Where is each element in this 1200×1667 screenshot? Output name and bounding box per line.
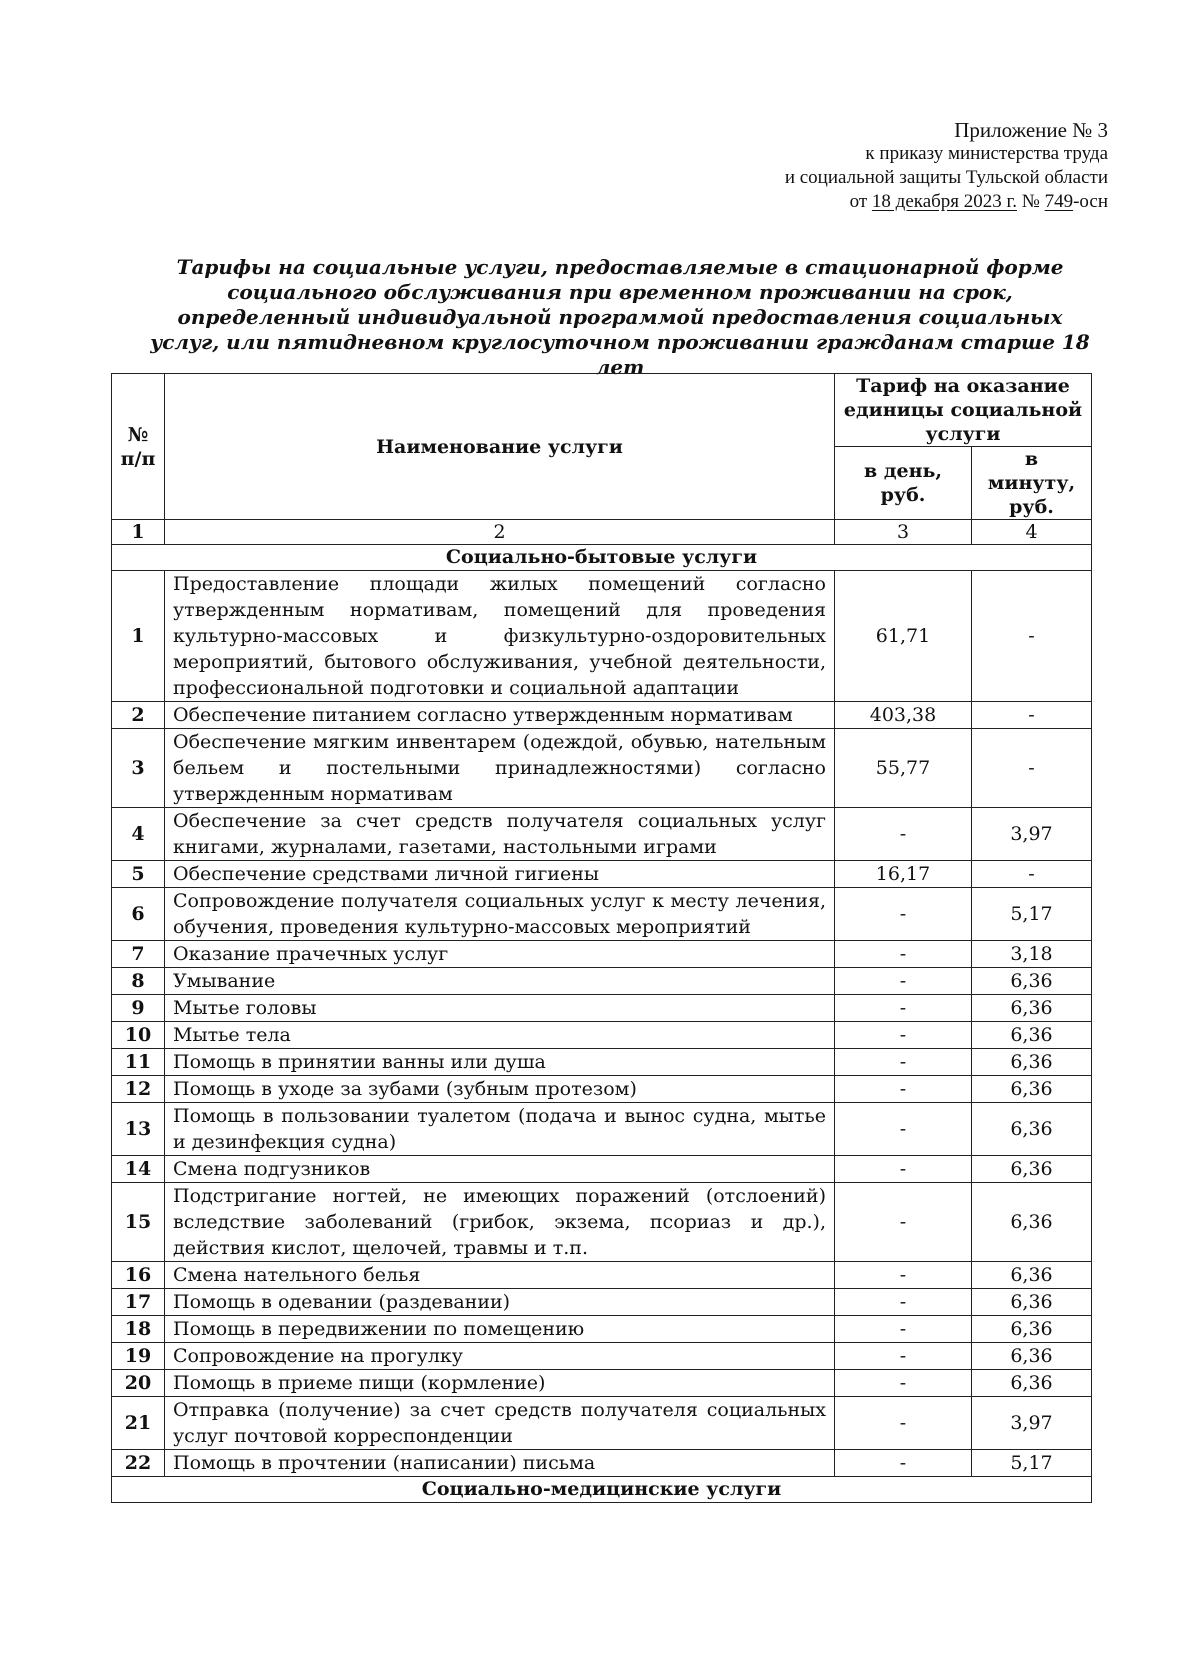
tariff-per-minute: 6,36 [972,1183,1092,1262]
tariff-per-minute: 6,36 [972,1049,1092,1076]
header-per-day: в день, руб. [835,447,972,520]
service-name: Предоставление площади жилых помещений согласно утвержденным нормативам, помещений для проведения культурно-массовых и физкультурно-оздоровительных мероприятий, бытового обслуживания, учебной деятельности, профессиональной подготовки и социальной адаптации [165,571,835,702]
tariff-per-day: - [835,1022,972,1049]
annex-number-prefix: № [1016,191,1045,212]
tariff-per-minute: 6,36 [972,1343,1092,1370]
service-name: Помощь в принятии ванны или душа [165,1049,835,1076]
row-number: 6 [112,888,165,941]
tariff-per-minute: - [972,702,1092,729]
tariff-per-minute: 3,97 [972,808,1092,861]
row-number: 13 [112,1103,165,1156]
service-name: Подстригание ногтей, не имеющих поражений (отслоений) вследствие заболеваний (грибок, экзема, псориаз и др.), действия кислот, щелочей, травмы и т.п. [165,1183,835,1262]
service-name: Сопровождение на прогулку [165,1343,835,1370]
annex-title: Приложение № 3 [954,118,1108,142]
service-name: Обеспечение за счет средств получателя социальных услуг книгами, журналами, газетами, настольными играми [165,808,835,861]
section-row [112,545,1092,571]
service-name: Помощь в приеме пищи (кормление) [165,1370,835,1397]
tariff-per-minute: 6,36 [972,968,1092,995]
tariff-per-minute: 6,36 [972,995,1092,1022]
table-row [112,571,1092,702]
table-row [112,941,1092,968]
row-number: 21 [112,1397,165,1450]
row-number: 3 [112,729,165,808]
table-row [112,1076,1092,1103]
section-title-social-medical: Социально-медицинские услуги [112,1477,1092,1503]
tariff-per-day: - [835,888,972,941]
table-row [112,1183,1092,1262]
tariff-per-minute: 3,18 [972,941,1092,968]
service-name: Мытье головы [165,995,835,1022]
row-number: 1 [112,571,165,702]
column-number: 3 [835,520,972,545]
row-number: 9 [112,995,165,1022]
annex-number-suffix: -осн [1073,191,1108,212]
service-name: Сопровождение получателя социальных услуг к месту лечения, обучения, проведения культурно-массовых мероприятий [165,888,835,941]
table-row [112,1049,1092,1076]
service-name: Отправка (получение) за счет средств получателя социальных услуг почтовой корреспонденции [165,1397,835,1450]
tariff-per-day: - [835,1397,972,1450]
service-name: Помощь в одевании (раздевании) [165,1289,835,1316]
row-number: 22 [112,1450,165,1477]
table-row [112,1370,1092,1397]
column-number: 4 [972,520,1092,545]
header-tariff: Тариф на оказание единицы социальной услуги [835,374,1092,447]
table-row [112,995,1092,1022]
service-name: Помощь в уходе за зубами (зубным протезом) [165,1076,835,1103]
tariff-per-minute: 6,36 [972,1103,1092,1156]
row-number: 10 [112,1022,165,1049]
tariff-per-day: 16,17 [835,861,972,888]
row-number: 12 [112,1076,165,1103]
row-number: 7 [112,941,165,968]
tariff-per-minute: 6,36 [972,1156,1092,1183]
document-title: Тарифы на социальные услуги, предоставляемые в стационарной форме социального обслуживания при временном проживании на срок, определенный индивидуальной программой предоставления социальных услуг, или пятидневном круглосуточном проживании гражданам старше 18 лет [150,255,1090,379]
row-number: 8 [112,968,165,995]
table-row [112,888,1092,941]
column-numbers-row [112,520,1092,545]
tariff-per-minute: 6,36 [972,1022,1092,1049]
table-row [112,968,1092,995]
row-number: 4 [112,808,165,861]
table-row [112,861,1092,888]
tariff-per-day: 61,71 [835,571,972,702]
tariff-per-minute: 6,36 [972,1289,1092,1316]
tariff-per-day: - [835,1289,972,1316]
service-name: Оказание прачечных услуг [165,941,835,968]
table-row [112,1289,1092,1316]
table-row [112,1103,1092,1156]
row-number: 16 [112,1262,165,1289]
annex-order-line: к приказу министерства труда [865,143,1108,164]
column-number: 1 [112,520,165,545]
table-row [112,729,1092,808]
section-title-social-domestic: Социально-бытовые услуги [112,545,1092,571]
annex-number: 749 [1044,191,1074,212]
tariff-per-minute: - [972,729,1092,808]
table-row [112,1450,1092,1477]
tariff-per-minute: 6,36 [972,1370,1092,1397]
service-name: Умывание [165,968,835,995]
tariff-per-day: - [835,1343,972,1370]
tariff-per-day: 55,77 [835,729,972,808]
annex-date: 18 декабря 2023 г. [871,191,1017,212]
tariff-per-day: - [835,1316,972,1343]
tariff-per-minute: 5,17 [972,1450,1092,1477]
row-number: 15 [112,1183,165,1262]
tariff-per-minute: 6,36 [972,1076,1092,1103]
table-row [112,1022,1092,1049]
row-number: 11 [112,1049,165,1076]
table-row [112,1343,1092,1370]
header-name: Наименование услуги [165,374,835,520]
section-row [112,1477,1092,1503]
tariff-per-day: - [835,1370,972,1397]
row-number: 20 [112,1370,165,1397]
service-name: Обеспечение средствами личной гигиены [165,861,835,888]
annex-date-line [785,190,1108,214]
table-row [112,1397,1092,1450]
table-row [112,808,1092,861]
service-name: Смена нательного белья [165,1262,835,1289]
tariff-per-minute: - [972,861,1092,888]
row-number: 17 [112,1289,165,1316]
header-per-minute: в минуту, руб. [972,447,1092,520]
tariff-per-day: - [835,1076,972,1103]
annex-date-prefix: от [849,191,872,212]
tariffs-table [111,373,1092,1503]
table-row [112,702,1092,729]
annex-ministry-line: и социальной защиты Тульской области [784,167,1108,188]
tariff-per-minute: 6,36 [972,1316,1092,1343]
tariff-per-day: - [835,1049,972,1076]
service-name: Помощь в пользовании туалетом (подача и вынос судна, мытье и дезинфекция судна) [165,1103,835,1156]
column-number: 2 [165,520,835,545]
table-row [112,1316,1092,1343]
tariff-per-day: - [835,1183,972,1262]
header-row [112,374,1092,447]
row-number: 18 [112,1316,165,1343]
tariff-per-day: - [835,941,972,968]
tariff-per-day: - [835,1156,972,1183]
annex-header [785,118,1108,214]
tariff-per-day: - [835,808,972,861]
row-number: 19 [112,1343,165,1370]
tariff-per-day: 403,38 [835,702,972,729]
service-name: Мытье тела [165,1022,835,1049]
tariff-per-day: - [835,1450,972,1477]
service-name: Смена подгузников [165,1156,835,1183]
tariff-per-minute: 3,97 [972,1397,1092,1450]
tariff-per-day: - [835,968,972,995]
service-name: Обеспечение мягким инвентарем (одеждой, обувью, нательным бельем и постельными принадлежностями) согласно утвержденным нормативам [165,729,835,808]
tariff-per-minute: 5,17 [972,888,1092,941]
service-name: Помощь в передвижении по помещению [165,1316,835,1343]
table-row [112,1156,1092,1183]
tariff-per-day: - [835,995,972,1022]
row-number: 2 [112,702,165,729]
tariff-per-minute: 6,36 [972,1262,1092,1289]
tariff-per-day: - [835,1262,972,1289]
header-num: № п/п [112,374,165,520]
tariff-per-minute: - [972,571,1092,702]
service-name: Помощь в прочтении (написании) письма [165,1450,835,1477]
row-number: 14 [112,1156,165,1183]
table-row [112,1262,1092,1289]
tariff-per-day: - [835,1103,972,1156]
service-name: Обеспечение питанием согласно утвержденным нормативам [165,702,835,729]
row-number: 5 [112,861,165,888]
